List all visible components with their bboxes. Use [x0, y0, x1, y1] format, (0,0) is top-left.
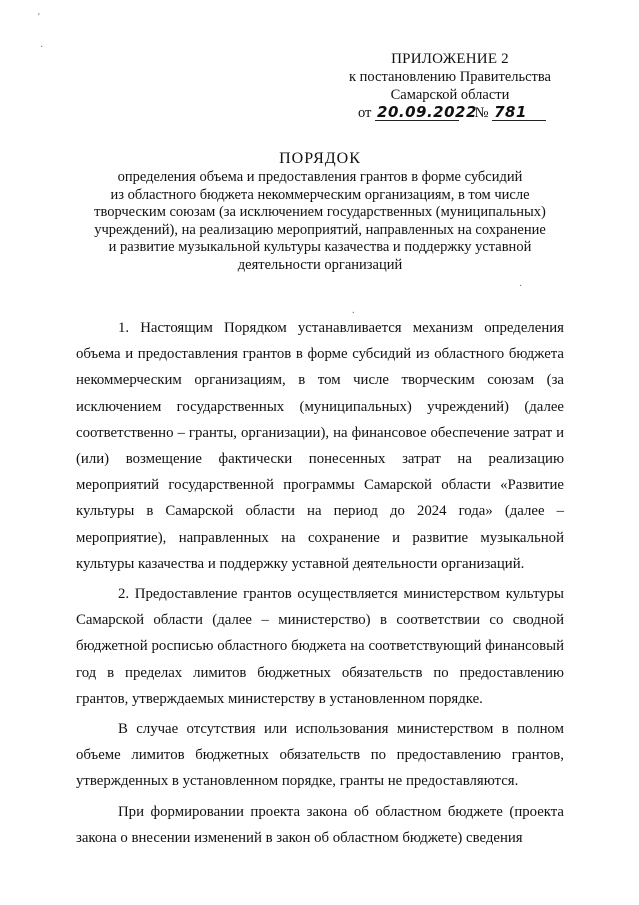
subtitle-line: деятельности организаций — [237, 256, 403, 273]
appendix-line-1: к постановлению Правительства — [349, 69, 551, 85]
handwritten-number: 781 — [492, 104, 546, 121]
subtitle-line: определения объема и предоставления грантов в форме субсидий — [117, 169, 523, 185]
scan-mark: · — [519, 281, 523, 292]
scan-mark: ' — [38, 12, 40, 23]
paragraph-2: 2. Предоставление грантов осуществляется министерством культуры Самарской области (далее – министерство) в соответствии со сводной бюджетной росписью областного бюджета на соответствующий финансовый год в пределах лимитов бюджетных обязательств по предоставлению грантов, утверждаемых министерству в установленном порядке. — [76, 586, 564, 707]
handwritten-date: 20.09.2022 — [377, 103, 477, 121]
appendix-date-line — [330, 104, 570, 122]
paragraph-1: 1. Настоящим Порядком устанавливается механизм определения объема и предоставления грантов в форме субсидий из областного бюджета некоммерческим организациям, в том числе творческим союзам (за исключением государственных (муниципальных) учреждений) (далее соответственно – гранты, организации), на финансовое обеспечение затрат и (или) возмещение фактически понесенных затрат на реализацию мероприятий государственной программы Самарской области «Развитие культуры в Самарской области на период до 2024 года» (далее – мероприятие), направленных на сохранение и развитие музыкальной культуры казачества и поддержку уставной деятельности организаций. — [76, 320, 564, 572]
document-heading — [60, 149, 580, 275]
document-title: ПОРЯДОК — [279, 150, 361, 167]
scan-mark: · — [40, 42, 44, 53]
appendix-block — [330, 50, 570, 122]
subtitle-line: и развитие музыкальной культуры казачества и поддержку уставной — [108, 239, 532, 256]
subtitle-line: творческим союзам (за исключением государственных (муниципальных) — [94, 204, 546, 221]
appendix-line-2: Самарской области — [390, 87, 510, 103]
number-prefix: № — [474, 105, 489, 121]
scan-mark: . — [352, 305, 355, 316]
paragraph-4: При формировании проекта закона об областном бюджете (проекта закона о внесении изменений в закон об областном бюджете) сведения — [76, 803, 564, 846]
appendix-title: ПРИЛОЖЕНИЕ 2 — [391, 51, 509, 67]
paragraph-3: В случае отсутствия или использования министерством в полном объеме лимитов бюджетных обязательств по предоставлению грантов, утвержденных в установленном порядке, гранты не предоставляются. — [76, 721, 564, 790]
document-body — [76, 315, 564, 851]
subtitle-line: из областного бюджета некоммерческим организациям, в том числе — [110, 186, 530, 203]
date-prefix: от — [358, 105, 372, 121]
subtitle-line: учреждений), на реализацию мероприятий, направленных на сохранение — [94, 221, 546, 238]
